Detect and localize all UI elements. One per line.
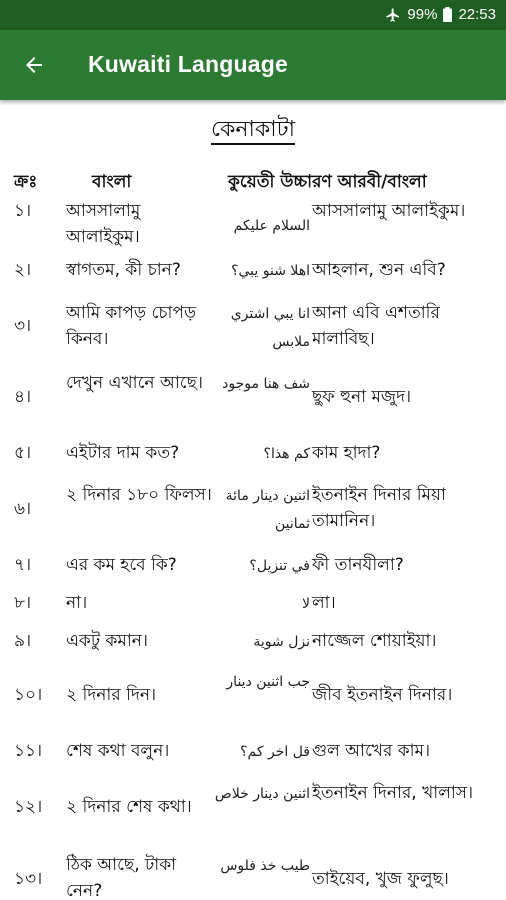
bangla-text: ২ দিনার শেষ কথা। (66, 797, 192, 817)
airplane-mode-icon (385, 7, 401, 23)
arabic-text: قل اخر كم؟ (240, 744, 310, 760)
bangla-text: একটু কমান। (66, 631, 148, 651)
arabic-text: اثنين دينار مائة ثمانين (225, 488, 310, 532)
arabic-text: شف هنا موجود (222, 376, 310, 392)
pronunciation-text: গুল আখের কাম। (312, 741, 431, 761)
arabic-text: اثنين دينار خلاص (214, 786, 310, 802)
bangla-text: না। (66, 593, 88, 613)
row-number: ১২। (14, 797, 43, 817)
bangla-text: আসসালামু আলাইকুম। (66, 201, 141, 247)
pronunciation-text: ফী তানযীলা? (312, 555, 404, 575)
row-number: ৯। (14, 631, 32, 651)
arabic-text: انا يبي اشتري ملابس (230, 306, 310, 350)
pronunciation-text: নাজ্জেল শোয়াইয়া। (312, 631, 437, 651)
arabic-text: السلام عليكم (233, 218, 310, 234)
row-number: ১৩। (14, 869, 43, 889)
row-number: ১। (14, 201, 32, 221)
back-arrow-icon (22, 53, 46, 77)
pronunciation-text: তাইয়েব, খুজ ফুলুছ। (312, 869, 449, 889)
row-number: ৪। (14, 387, 32, 407)
arabic-text: نزل شوية (253, 634, 310, 650)
arabic-text: لا (302, 596, 310, 612)
bangla-text: ২ দিনার ১৮০ ফিলস। (66, 485, 212, 505)
row-number: ১১। (14, 741, 43, 761)
bangla-text: ২ দিনার দিন। (66, 685, 157, 705)
column-header-bangla: বাংলা (92, 172, 132, 192)
pronunciation-text: ইতনাইন দিনার মিয়া তামানিন। (312, 485, 446, 531)
section-title-text: কেনাকাটা (211, 117, 295, 145)
arabic-text: طيب خذ فلوس (220, 858, 310, 874)
bangla-text: স্বাগতম, কী চান? (66, 260, 181, 280)
app-title: Kuwaiti Language (88, 51, 288, 77)
battery-icon (443, 7, 452, 22)
battery-percent: 99% (407, 6, 438, 23)
pronunciation-text: লা। (312, 593, 336, 613)
pronunciation-text: আনা এবি এশতারি মালাবিছ। (312, 303, 440, 349)
column-header-number: ক্রঃ (14, 172, 38, 192)
section-title (0, 112, 506, 149)
row-number: ৩। (14, 316, 32, 336)
arabic-text: اهلا شنو يبي؟ (231, 263, 310, 279)
pronunciation-text: আসসালামু আলাইকুম। (312, 201, 466, 221)
pronunciation-text: আহলান, শুন এবি? (312, 260, 446, 280)
phrase-content[interactable] (0, 100, 506, 900)
column-header-kuwaiti: কুয়েতী উচ্চারণ আরবী/বাংলা (228, 172, 427, 192)
bangla-text: ঠিক আছে, টাকা নেন? (66, 855, 177, 900)
pronunciation-text: কাম হাদা? (312, 443, 381, 463)
bangla-text: এইটার দাম কত? (66, 443, 180, 463)
row-number: ৮। (14, 593, 32, 613)
arabic-text: جب اثنين دينار (226, 674, 310, 690)
back-button[interactable] (18, 49, 50, 81)
row-number: ৫। (14, 443, 32, 463)
row-number: ৬। (14, 499, 32, 519)
row-number: ১০। (14, 685, 43, 705)
row-number: ৭। (14, 555, 32, 575)
app-bar (0, 30, 506, 100)
row-number: ২। (14, 260, 32, 280)
bangla-text: আমি কাপড় চোপড় কিনব। (66, 303, 197, 349)
status-icons (385, 6, 496, 23)
bangla-text: দেখুন এখানে আছে। (66, 373, 203, 393)
arabic-text: في تنزيل؟ (249, 558, 310, 574)
status-bar (0, 0, 506, 30)
bangla-text: এর কম হবে কি? (66, 555, 177, 575)
pronunciation-text: ছুফ হুনা মজুদ। (312, 387, 412, 407)
clock: 22:53 (458, 6, 496, 23)
arabic-text: كم هذا؟ (263, 446, 310, 462)
pronunciation-text: জীব ইতনাইন দিনার। (312, 685, 453, 705)
bangla-text: শেষ কথা বলুন। (66, 741, 170, 761)
pronunciation-text: ইতনাইন দিনার, খালাস। (312, 783, 474, 803)
